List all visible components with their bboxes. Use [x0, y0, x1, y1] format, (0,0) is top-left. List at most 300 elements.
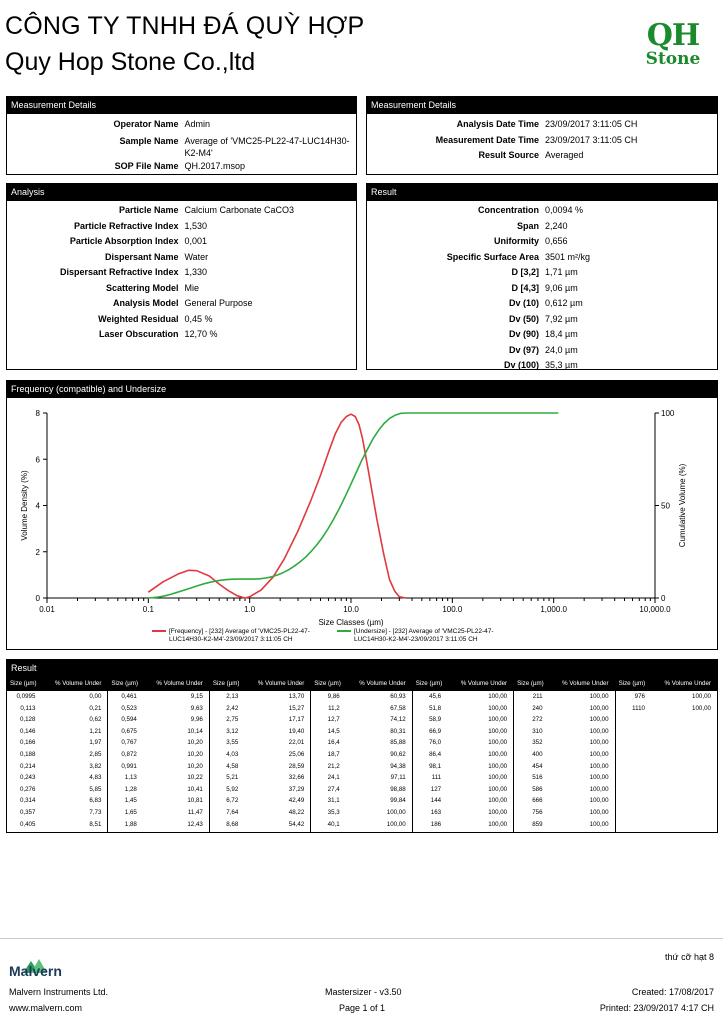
size-cell: 144 — [430, 797, 442, 805]
volume-cell: 3,82 — [89, 762, 102, 770]
table-row — [311, 772, 411, 784]
size-cell: 24,1 — [327, 774, 340, 782]
size-cell: 2,42 — [226, 704, 239, 712]
logo-text-bottom: Stone — [645, 49, 701, 69]
kv-row — [7, 312, 356, 328]
kv-row — [367, 203, 717, 219]
volume-cell: 15,27 — [288, 704, 305, 712]
measurement-details-panel — [6, 96, 357, 175]
footer-website: www.malvern.com — [9, 1003, 83, 1013]
kv-value: 23/09/2017 3:11:05 CH — [545, 119, 638, 129]
volume-cell: 100,00 — [386, 808, 406, 816]
size-cell: 240 — [532, 704, 543, 712]
kv-key: Particle Name — [118, 205, 179, 215]
volume-cell: 42,49 — [288, 797, 305, 805]
kv-value: Average of 'VMC25-PL22-47-LUC14H30-K2-M4' — [184, 135, 350, 158]
volume-cell: 67,58 — [390, 704, 406, 712]
volume-cell: 1,21 — [89, 727, 102, 735]
table-row — [108, 703, 208, 715]
table-row — [108, 749, 208, 761]
size-cell: 1,45 — [124, 797, 137, 805]
kv-row — [7, 327, 356, 343]
kv-value: 0,656 — [545, 236, 568, 246]
size-cell: 1,88 — [124, 820, 137, 828]
kv-key: Scattering Model — [105, 282, 179, 293]
volume-column-header: % Volume Under — [460, 680, 508, 687]
kv-value: Admin — [184, 119, 211, 129]
table-row — [616, 691, 717, 703]
table-row — [311, 795, 411, 807]
table-row — [514, 784, 614, 796]
kv-value: 23/09/2017 3:11:05 CH — [545, 134, 638, 145]
size-cell: 859 — [532, 820, 543, 828]
size-cell: 0,276 — [19, 785, 36, 793]
x-tick-label: 100.0 — [442, 605, 463, 614]
volume-cell: 0,00 — [89, 693, 102, 700]
size-cell: 8,68 — [226, 820, 239, 828]
size-cell: 1110 — [632, 704, 645, 712]
size-cell: 0,113 — [20, 704, 36, 712]
volume-cell: 10,22 — [187, 774, 203, 782]
size-column-header: Size (µm) — [10, 680, 37, 687]
table-row — [210, 819, 310, 831]
measurement-datetime-panel — [366, 96, 718, 175]
table-row — [413, 795, 513, 807]
volume-cell: 10,14 — [187, 727, 203, 735]
volume-column-header: % Volume Under — [257, 680, 305, 687]
footer-note: thứ cỡ hạt 8 — [665, 952, 714, 962]
table-row — [413, 749, 513, 761]
x-tick-label: 0.1 — [142, 605, 154, 614]
kv-row — [7, 234, 356, 250]
size-cell: 454 — [532, 762, 543, 770]
table-row — [514, 737, 614, 749]
kv-value: 1,71 µm — [545, 267, 578, 277]
volume-cell: 85,88 — [390, 739, 406, 747]
x-tick-label: 0.01 — [39, 605, 55, 614]
kv-value: 1,330 — [184, 267, 208, 277]
table-row — [311, 714, 411, 726]
kv-row — [7, 219, 356, 235]
table-row — [108, 737, 208, 749]
volume-cell: 9,96 — [190, 716, 203, 724]
volume-cell: 100,00 — [589, 820, 609, 828]
table-row — [7, 772, 107, 784]
volume-cell: 74,12 — [390, 716, 406, 724]
table-row — [210, 737, 310, 749]
volume-cell: 100,00 — [692, 704, 711, 712]
kv-row — [367, 148, 717, 164]
size-cell: 1,13 — [124, 774, 137, 782]
kv-key: Dv (10) — [508, 298, 539, 308]
volume-cell: 32,66 — [288, 774, 305, 782]
size-cell: 4,03 — [226, 750, 239, 758]
kv-list — [367, 201, 717, 374]
company-name-english: Quy Hop Stone Co.,ltd — [5, 48, 256, 76]
footer-company: Malvern Instruments Ltd. — [9, 987, 109, 997]
size-distribution-chart — [7, 398, 717, 650]
table-row — [210, 807, 310, 819]
kv-row — [367, 219, 717, 235]
size-cell: 3,12 — [226, 727, 239, 735]
table-row — [108, 772, 208, 784]
table-row — [7, 807, 107, 819]
table-row — [413, 714, 513, 726]
footer-divider — [0, 938, 723, 939]
kv-value: 0,45 % — [184, 313, 213, 324]
table-row — [413, 691, 513, 703]
volume-cell: 17,17 — [288, 716, 305, 724]
y-left-tick-label: 8 — [35, 409, 40, 418]
table-row — [514, 691, 614, 703]
size-cell: 6,72 — [226, 797, 239, 805]
table-row — [514, 795, 614, 807]
size-cell: 76,0 — [429, 739, 442, 747]
volume-cell: 99,84 — [390, 797, 406, 805]
kv-key: Operator Name — [113, 119, 179, 129]
report-header — [0, 0, 723, 90]
table-row — [413, 737, 513, 749]
volume-cell: 6,83 — [89, 797, 102, 805]
volume-cell: 100,00 — [488, 762, 508, 770]
panel-title: Frequency (compatible) and Undersize — [7, 381, 717, 398]
kv-row — [367, 358, 717, 374]
kv-key: Measurement Date Time — [435, 134, 539, 145]
volume-cell: 100,00 — [589, 716, 609, 724]
kv-key: Dv (97) — [508, 344, 539, 355]
size-column-header: Size (µm) — [111, 680, 139, 687]
y-left-tick-label: 2 — [35, 547, 40, 557]
volume-cell: 100,00 — [488, 693, 508, 700]
table-row — [7, 819, 107, 831]
size-cell: 400 — [532, 750, 543, 758]
size-cell: 2,75 — [226, 716, 239, 724]
size-cell: 0,991 — [121, 762, 137, 770]
size-cell: 0,166 — [19, 739, 36, 747]
kv-key: Laser Obscuration — [98, 329, 179, 339]
volume-cell: 100,00 — [488, 820, 508, 828]
volume-cell: 100,00 — [488, 808, 508, 816]
volume-cell: 100,00 — [488, 739, 508, 747]
size-cell: 0,767 — [121, 739, 137, 747]
volume-cell: 28,59 — [288, 762, 305, 770]
size-cell: 18,7 — [327, 750, 340, 758]
size-column-header: Size (µm) — [415, 680, 443, 687]
kv-row — [367, 296, 717, 312]
logo-text-top: QH — [646, 18, 700, 53]
table-row — [311, 784, 411, 796]
kv-value: 24,0 µm — [545, 344, 578, 355]
table-row — [7, 795, 107, 807]
result-table-header — [616, 677, 717, 691]
size-cell: 58,9 — [429, 716, 442, 724]
undersize-series-line — [148, 413, 558, 598]
table-row — [7, 703, 107, 715]
size-cell: 0,146 — [19, 727, 36, 735]
kv-row — [7, 159, 356, 175]
size-cell: 0,188 — [19, 750, 36, 758]
panel-title: Measurement Details — [367, 97, 717, 114]
volume-cell: 100,00 — [589, 704, 609, 712]
size-cell: 21,2 — [327, 762, 340, 770]
kv-row — [7, 203, 356, 219]
table-row — [514, 772, 614, 784]
table-row — [413, 726, 513, 738]
kv-row — [367, 133, 717, 149]
result-table-panel — [6, 659, 718, 833]
table-row — [7, 714, 107, 726]
table-row — [616, 703, 717, 715]
table-row — [210, 691, 310, 703]
table-row — [514, 726, 614, 738]
table-row — [311, 819, 411, 831]
size-cell: 163 — [430, 808, 442, 816]
volume-cell: 54,42 — [288, 820, 305, 828]
size-cell: 45,6 — [429, 693, 442, 700]
kv-key: Dv (50) — [508, 313, 539, 324]
table-row — [413, 807, 513, 819]
kv-row — [367, 312, 717, 328]
size-column-header: Size (µm) — [212, 680, 240, 687]
kv-row — [367, 265, 717, 281]
table-row — [210, 703, 310, 715]
table-row — [210, 749, 310, 761]
result-table-column — [616, 677, 717, 833]
y-left-axis-label: Volume Density (%) — [20, 470, 29, 541]
size-cell: 0,0995 — [16, 693, 36, 700]
panel-title: Analysis — [7, 184, 356, 201]
size-cell: 4,58 — [226, 762, 239, 770]
result-table-header — [108, 677, 208, 691]
volume-cell: 2,85 — [89, 750, 102, 758]
size-cell: 516 — [532, 774, 543, 782]
volume-cell: 100,00 — [589, 774, 609, 782]
qh-stone-logo — [632, 18, 714, 72]
size-cell: 12,7 — [327, 716, 340, 724]
volume-cell: 48,22 — [288, 808, 305, 816]
size-cell: 352 — [532, 739, 543, 747]
table-row — [210, 714, 310, 726]
volume-cell: 5,85 — [89, 785, 102, 793]
volume-cell: 0,62 — [89, 716, 102, 724]
table-row — [311, 749, 411, 761]
volume-cell: 100,00 — [589, 762, 609, 770]
volume-cell: 100,00 — [488, 750, 508, 758]
size-cell: 586 — [532, 785, 543, 793]
kv-list — [7, 201, 356, 343]
volume-cell: 98,88 — [390, 785, 406, 793]
volume-column-header: % Volume Under — [664, 680, 711, 687]
volume-cell: 100,00 — [589, 785, 609, 793]
volume-cell: 1,97 — [89, 739, 102, 747]
volume-cell: 10,20 — [187, 739, 203, 747]
volume-cell: 100,00 — [692, 693, 711, 700]
y-right-tick-label: 100 — [661, 409, 675, 418]
size-cell: 666 — [532, 797, 543, 805]
table-row — [108, 714, 208, 726]
table-row — [514, 807, 614, 819]
table-row — [413, 761, 513, 773]
volume-cell: 80,31 — [390, 727, 406, 735]
size-cell: 35,3 — [327, 808, 340, 816]
result-table-header — [7, 677, 107, 691]
result-table-column — [311, 677, 412, 833]
x-tick-label: 1,000.0 — [540, 605, 568, 614]
y-left-tick-label: 0 — [35, 594, 40, 603]
volume-cell: 10,20 — [187, 762, 203, 770]
y-left-tick-label: 4 — [35, 501, 40, 511]
volume-column-header: % Volume Under — [156, 680, 203, 687]
volume-cell: 37,29 — [288, 785, 305, 793]
size-cell: 1,28 — [124, 785, 137, 793]
size-cell: 211 — [532, 693, 543, 700]
table-row — [311, 737, 411, 749]
table-row — [210, 726, 310, 738]
kv-key: Concentration — [477, 205, 539, 215]
kv-row — [367, 117, 717, 133]
size-cell: 0,405 — [19, 820, 36, 828]
result-summary-panel — [366, 183, 718, 370]
volume-cell: 100,00 — [589, 739, 609, 747]
footer-software: Mastersizer - v3.50 — [325, 987, 402, 997]
x-tick-label: 1.0 — [244, 605, 256, 614]
volume-cell: 0,21 — [89, 704, 102, 712]
kv-key: Specific Surface Area — [446, 251, 539, 262]
kv-list — [367, 114, 717, 164]
size-cell: 5,92 — [226, 785, 239, 793]
chart-panel — [6, 380, 718, 650]
table-row — [108, 819, 208, 831]
size-cell: 5,21 — [226, 774, 239, 782]
table-row — [7, 691, 107, 703]
result-table-column — [413, 677, 514, 833]
table-row — [413, 703, 513, 715]
volume-cell: 8,51 — [89, 820, 102, 828]
volume-cell: 100,00 — [488, 797, 508, 805]
size-cell: 14,5 — [327, 727, 340, 735]
size-column-header: Size (µm) — [517, 680, 544, 687]
kv-row — [7, 117, 356, 133]
volume-cell: 13,70 — [288, 693, 305, 700]
volume-cell: 10,20 — [187, 750, 203, 758]
volume-cell: 97,11 — [390, 774, 406, 782]
table-row — [108, 726, 208, 738]
volume-cell: 100,00 — [589, 727, 609, 735]
table-row — [210, 761, 310, 773]
table-row — [514, 749, 614, 761]
result-table-header — [413, 677, 513, 691]
volume-cell: 100,00 — [488, 727, 508, 735]
kv-value: 3501 m²/kg — [545, 251, 591, 262]
kv-key: Particle Refractive Index — [73, 220, 179, 231]
y-left-tick-label: 6 — [35, 455, 40, 465]
y-right-tick-label: 0 — [661, 594, 666, 603]
kv-key: Dv (100) — [503, 360, 539, 370]
footer-printed: Printed: 23/09/2017 4:17 CH — [599, 1003, 714, 1013]
volume-cell: 100,00 — [589, 693, 609, 700]
size-cell: 186 — [430, 820, 442, 828]
size-cell: 0,523 — [121, 704, 137, 712]
volume-cell: 11,47 — [187, 808, 203, 816]
volume-cell: 100,00 — [488, 774, 508, 782]
table-row — [108, 807, 208, 819]
volume-cell: 10,41 — [187, 785, 203, 793]
kv-row — [367, 343, 717, 359]
result-table-header — [210, 677, 310, 691]
table-row — [514, 703, 614, 715]
size-cell: 51,8 — [429, 704, 442, 712]
y-right-tick-label: 50 — [661, 501, 670, 511]
x-axis-label: Size Classes (µm) — [318, 618, 384, 627]
analysis-panel — [6, 183, 357, 370]
kv-key: Analysis Date Time — [456, 119, 539, 129]
size-cell: 0,314 — [19, 797, 36, 805]
table-row — [514, 761, 614, 773]
kv-row — [7, 250, 356, 266]
kv-value: 2,240 — [545, 220, 568, 231]
kv-value: 35,3 µm — [545, 360, 578, 370]
kv-row — [367, 250, 717, 266]
table-row — [210, 772, 310, 784]
size-cell: 0,128 — [19, 716, 36, 724]
legend-label: [Undersize] - [232] Average of 'VMC25-PL22-47-LUC14H30-K2-M4'-23/09/2017 3:11:05 CH — [354, 628, 494, 643]
kv-row — [367, 234, 717, 250]
size-cell: 3,55 — [226, 739, 239, 747]
result-table-column — [108, 677, 209, 833]
kv-key: Span — [516, 220, 539, 231]
table-row — [413, 784, 513, 796]
table-row — [311, 703, 411, 715]
size-cell: 0,214 — [19, 762, 36, 770]
volume-cell: 100,00 — [589, 797, 609, 805]
volume-cell: 9,63 — [190, 704, 203, 712]
result-table — [7, 677, 717, 833]
volume-cell: 22,01 — [288, 739, 305, 747]
kv-key: SOP File Name — [114, 160, 179, 171]
kv-row — [7, 265, 356, 281]
size-cell: 66,9 — [429, 727, 442, 735]
size-cell: 40,1 — [327, 820, 340, 828]
volume-cell: 9,15 — [190, 693, 203, 700]
size-cell: 127 — [430, 785, 442, 793]
kv-list — [7, 114, 356, 174]
table-row — [7, 749, 107, 761]
kv-value: QH.2017.msop — [184, 160, 246, 171]
kv-key: Weighted Residual — [98, 313, 179, 324]
table-row — [210, 784, 310, 796]
kv-value: 7,92 µm — [545, 313, 578, 324]
kv-value: 0,612 µm — [545, 298, 583, 308]
size-cell: 16,4 — [327, 739, 340, 747]
size-cell: 0,243 — [19, 774, 36, 782]
y-right-axis-label: Cumulative Volume (%) — [678, 463, 687, 548]
result-table-column — [210, 677, 311, 833]
size-column-header: Size (µm) — [314, 680, 341, 687]
x-tick-label: 10,000.0 — [639, 605, 671, 614]
kv-key: Sample Name — [119, 135, 179, 146]
panel-title: Result — [367, 184, 717, 201]
footer-page: Page 1 of 1 — [339, 1003, 386, 1013]
result-table-column — [514, 677, 615, 833]
volume-cell: 90,62 — [390, 750, 406, 758]
kv-row — [7, 281, 356, 297]
kv-value: 12,70 % — [184, 329, 218, 339]
kv-key: Uniformity — [494, 236, 539, 246]
volume-cell: 4,83 — [89, 774, 102, 782]
table-row — [413, 772, 513, 784]
kv-row — [367, 281, 717, 297]
size-cell: 86,4 — [429, 750, 442, 758]
